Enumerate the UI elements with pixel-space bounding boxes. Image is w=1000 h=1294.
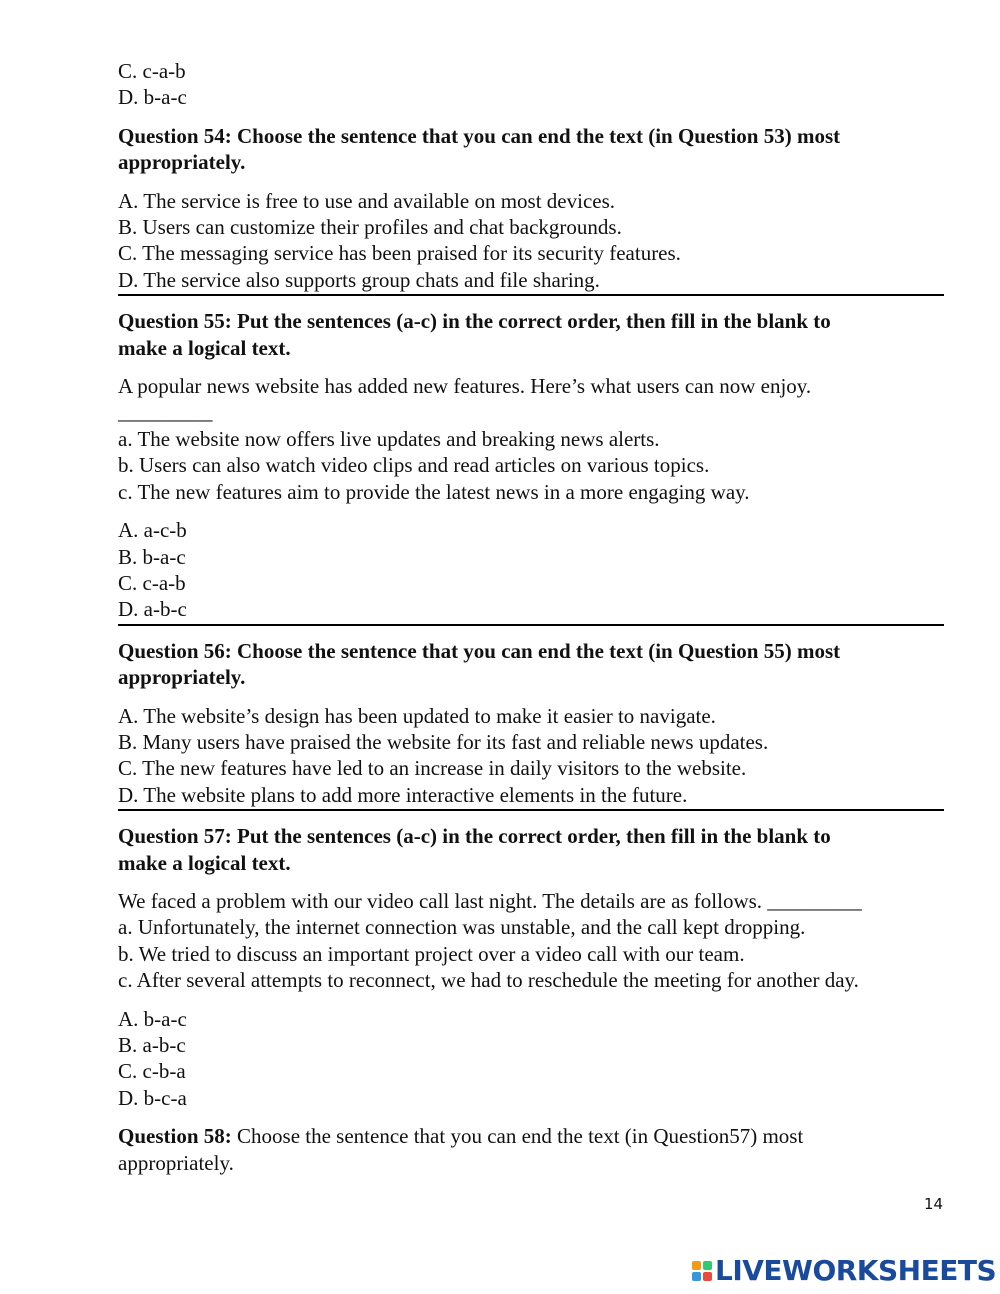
page-number: 14 — [924, 1195, 944, 1213]
question-55-heading: Question 55: Put the sentences (a-c) in the correct order, then fill in the blank to make a logical text. — [118, 309, 831, 360]
option-d: D. The service also supports group chats and file sharing. — [118, 267, 600, 292]
option-b: B. b-a-c — [118, 544, 186, 569]
divider — [118, 809, 944, 811]
option-c: C. c-a-b — [118, 570, 186, 595]
divider — [118, 624, 944, 626]
option-c: C. The messaging service has been praised for its security features. — [118, 241, 681, 266]
option-a: A. The service is free to use and available on most devices. — [118, 188, 616, 213]
question-58-prompt-cont: appropriately. — [118, 1150, 234, 1175]
question-56-heading: Question 56: Choose the sentence that you can end the text (in Question 55) most appropriately. — [118, 638, 841, 690]
intro-text: We faced a problem with our video call last night. The details are as follows. _________ — [118, 888, 862, 913]
sentence-a: a. The website now offers live updates and breaking news alerts. — [118, 426, 660, 451]
question-57-options — [118, 1006, 944, 1112]
option-d: D. a-b-c — [118, 597, 187, 622]
divider — [118, 294, 944, 296]
question-56-options — [118, 703, 944, 809]
question-54-options — [118, 188, 944, 294]
sentence-b: b. Users can also watch video clips and read articles on various topics. — [118, 453, 710, 478]
question-55-text — [118, 373, 944, 505]
option-c: C. c-b-a — [118, 1059, 186, 1084]
option-c: C. The new features have led to an increase in daily visitors to the website. — [118, 756, 747, 781]
option-c: C. c-a-b — [118, 59, 186, 83]
option-d: D. b-c-a — [118, 1085, 187, 1110]
answer-blank[interactable]: _________ — [118, 400, 213, 425]
question-58-label: Question 58: — [118, 1124, 232, 1149]
question-57-text — [118, 888, 944, 994]
liveworksheets-icon — [692, 1261, 712, 1281]
option-a: A. a-c-b — [118, 518, 187, 543]
option-a: A. The website’s design has been updated to make it easier to navigate. — [118, 703, 716, 728]
question-58-heading — [118, 1123, 944, 1176]
option-b: B. Many users have praised the website for its fast and reliable news updates. — [118, 729, 769, 754]
option-b: B. Users can customize their profiles and chat backgrounds. — [118, 215, 622, 240]
question-57-heading: Question 57: Put the sentences (a-c) in the correct order, then fill in the blank to make a logical text. — [118, 824, 831, 875]
sentence-c: c. After several attempts to reconnect, we had to reschedule the meeting for another day. — [118, 968, 859, 993]
option-d: D. b-a-c — [118, 85, 187, 110]
sentence-c: c. The new features aim to provide the latest news in a more engaging way. — [118, 479, 750, 504]
brand-name: LIVEWORKSHEETS — [715, 1254, 997, 1287]
question-55-options — [118, 517, 944, 623]
question-54-heading: Question 54: Choose the sentence that you can end the text (in Question 53) most appropriately. — [118, 123, 841, 175]
sentence-a: a. Unfortunately, the internet connection was unstable, and the call kept dropping. — [118, 915, 806, 940]
question-58-prompt: Choose the sentence that you can end the text (in Question57) most — [231, 1124, 804, 1149]
sentence-b: b. We tried to discuss an important project over a video call with our team. — [118, 941, 745, 966]
option-d: D. The website plans to add more interactive elements in the future. — [118, 782, 688, 807]
liveworksheets-logo — [692, 1254, 996, 1287]
option-a: A. b-a-c — [118, 1006, 187, 1031]
option-b: B. a-b-c — [118, 1033, 186, 1057]
worksheet-content — [118, 58, 944, 1176]
intro-text: A popular news website has added new features. Here’s what users can now enjoy. — [118, 374, 812, 399]
